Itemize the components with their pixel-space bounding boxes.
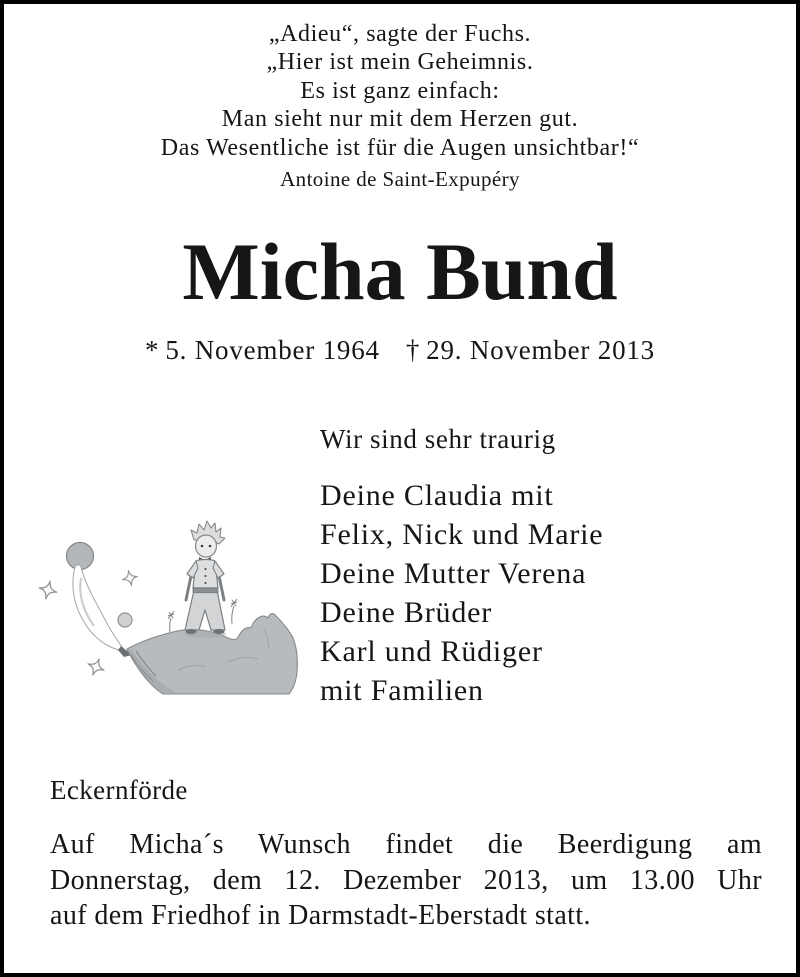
announcement-line-2: Donnerstag, dem 12. Dezember 2013, um 13.00 Uhr <box>50 864 762 896</box>
family-line-6: mit Familien <box>320 674 484 707</box>
quote-line-3: Es ist ganz einfach: <box>300 77 500 104</box>
died-cross-symbol: † <box>405 335 421 365</box>
death-date-text: 29. November 2013 <box>426 335 655 365</box>
quote-line-1: „Adieu“, sagte der Fuchs. <box>268 21 532 47</box>
quote-block <box>4 20 796 193</box>
quote-line-2: „Hier ist mein Geheimnis. <box>266 49 534 76</box>
quote-line-4: Man sieht nur mit dem Herzen gut. <box>221 106 579 133</box>
comet-trail-icon <box>73 565 132 657</box>
family-line-4: Deine Brüder <box>320 596 493 629</box>
family-line-5: Karl und Rüdiger <box>320 635 543 668</box>
quote-attribution: Antoine de Saint-Expupéry <box>280 167 520 192</box>
quote-line-5: Das Wesentliche ist für die Augen unsichtbar!“ <box>160 134 640 161</box>
family-line-1: Deine Claudia mit <box>320 479 554 512</box>
birth-date-text: 5. November 1964 <box>165 335 380 365</box>
family-line-2: Felix, Nick und Marie <box>320 518 604 551</box>
family-list <box>320 476 603 710</box>
small-moon-circle-icon <box>118 613 132 627</box>
little-prince-figure-icon <box>184 521 226 638</box>
funeral-announcement <box>50 827 762 934</box>
family-line-3: Deine Mutter Verena <box>320 557 587 590</box>
life-dates <box>4 335 796 366</box>
death-date <box>406 335 655 365</box>
deceased-name: Micha Bund <box>182 226 618 317</box>
born-star-symbol: * <box>145 335 160 365</box>
birth-date <box>145 335 380 365</box>
mourners-block <box>320 424 603 710</box>
mourning-intro: Wir sind sehr traurig <box>320 424 556 454</box>
announcement-line-3: auf dem Friedhof in Darmstadt-Eberstadt statt. <box>50 900 591 931</box>
announcement-line-1: Auf Micha´s Wunsch findet die Beerdigung am <box>50 829 762 860</box>
city-name: Eckernförde <box>50 775 188 805</box>
little-prince-illustration-icon <box>28 500 306 698</box>
